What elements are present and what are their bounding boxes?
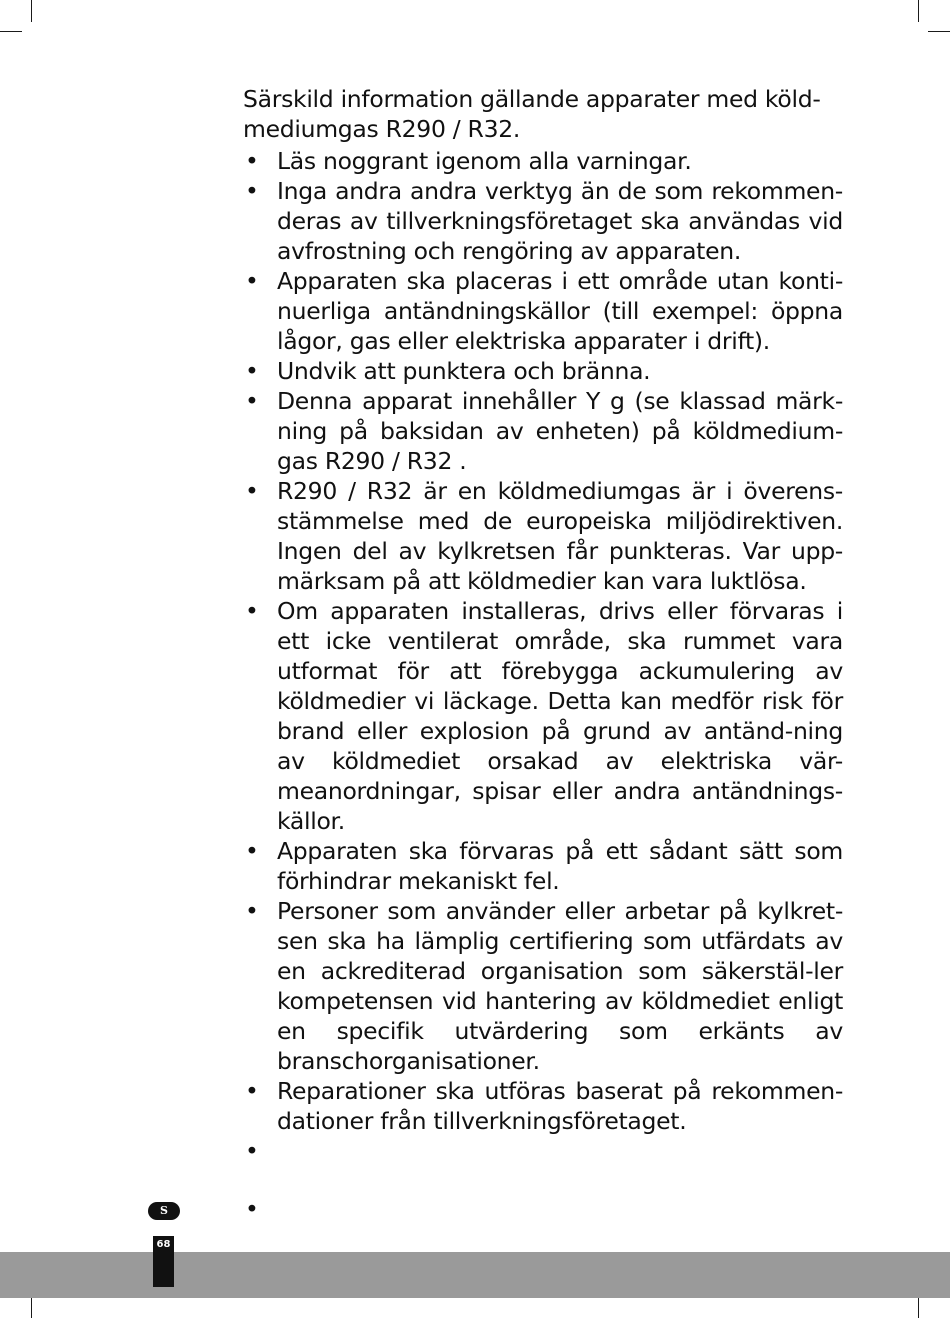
list-item-text: Om apparaten installeras, drivs eller förvaras i ett icke ventilerat område, ska rummet vara utformat för att förebygga ackumulering av köldmedier vi läckage. Detta kan medför risk för brand eller explosion på grund av antänd-ning av köldmediet orsakad av elektriska vär-meanordningar, spisar eller andra antändnings-källor. <box>277 597 843 835</box>
list-item <box>243 356 843 386</box>
crop-mark-top-right-h <box>928 31 950 32</box>
list-item-text: Apparaten ska förvaras på ett sådant sätt som förhindrar mekaniskt fel. <box>277 837 843 895</box>
crop-mark-top-left-v <box>31 0 32 22</box>
list-item <box>243 266 843 356</box>
list-item-text: Denna apparat innehåller Y g (se klassad märk-ning på baksidan av enheten) på köldmedium-gas R290 / R32 . <box>277 387 843 475</box>
empty-bullet-icon: • <box>245 1195 259 1223</box>
page-number: 68 <box>156 1239 171 1250</box>
list-item <box>243 476 843 596</box>
bullet-icon: • <box>245 387 259 415</box>
list-item-text: R290 / R32 är en köldmediumgas är i överens-stämmelse med de europeiska miljödirektiven. Ingen del av kylkretsen får punkteras. Var upp-märksam på att köldmedier kan vara luktlösa. <box>277 477 843 595</box>
crop-mark-top-left-h <box>0 31 22 32</box>
bullet-icon: • <box>245 597 259 625</box>
crop-mark-bottom-left-v <box>31 1296 32 1318</box>
document-body <box>243 84 843 1136</box>
list-item-text: Reparationer ska utföras baserat på rekommen-dationer från tillverkningsföretaget. <box>277 1077 843 1135</box>
list-item-text: Apparaten ska placeras i ett område utan konti-nuerliga antändningskällor (till exempel: öppna lågor, gas eller elektriska apparater i drift). <box>277 267 843 355</box>
empty-bullet-icon: • <box>245 1137 259 1165</box>
crop-mark-bottom-right-v <box>918 1296 919 1318</box>
bullet-icon: • <box>245 897 259 925</box>
footer-bar <box>0 1252 950 1298</box>
list-item-text: Inga andra andra verktyg än de som rekommen-deras av tillverkningsföretaget ska användas vid avfrostning och rengöring av apparaten. <box>277 177 843 265</box>
list-item-text: Personer som använder eller arbetar på kylkret-sen ska ha lämplig certifiering som utfärdats av en ackrediterad organisation som säkerstäl-ler kompetensen vid hantering av köldmediet enligt en specifik utvärdering som erkänts av branschorganisationer. <box>277 897 843 1075</box>
list-item <box>243 386 843 476</box>
list-item <box>243 176 843 266</box>
list-item-text: Läs noggrant igenom alla varningar. <box>277 147 692 175</box>
crop-mark-top-right-v <box>918 0 919 22</box>
language-badge: S <box>148 1202 180 1220</box>
bullet-icon: • <box>245 357 259 385</box>
list-item <box>243 146 843 176</box>
bullet-icon: • <box>245 147 259 175</box>
list-item <box>243 596 843 836</box>
bullet-icon: • <box>245 267 259 295</box>
list-item <box>243 896 843 1076</box>
bullet-icon: • <box>245 177 259 205</box>
list-item-text: Undvik att punktera och bränna. <box>277 357 651 385</box>
bullet-icon: • <box>245 477 259 505</box>
safety-list <box>243 146 843 1136</box>
bullet-icon: • <box>245 837 259 865</box>
intro-paragraph: Särskild information gällande apparater med köld-mediumgas R290 / R32. <box>243 85 821 143</box>
list-item <box>243 1076 843 1136</box>
bullet-icon: • <box>245 1077 259 1105</box>
list-item <box>243 836 843 896</box>
